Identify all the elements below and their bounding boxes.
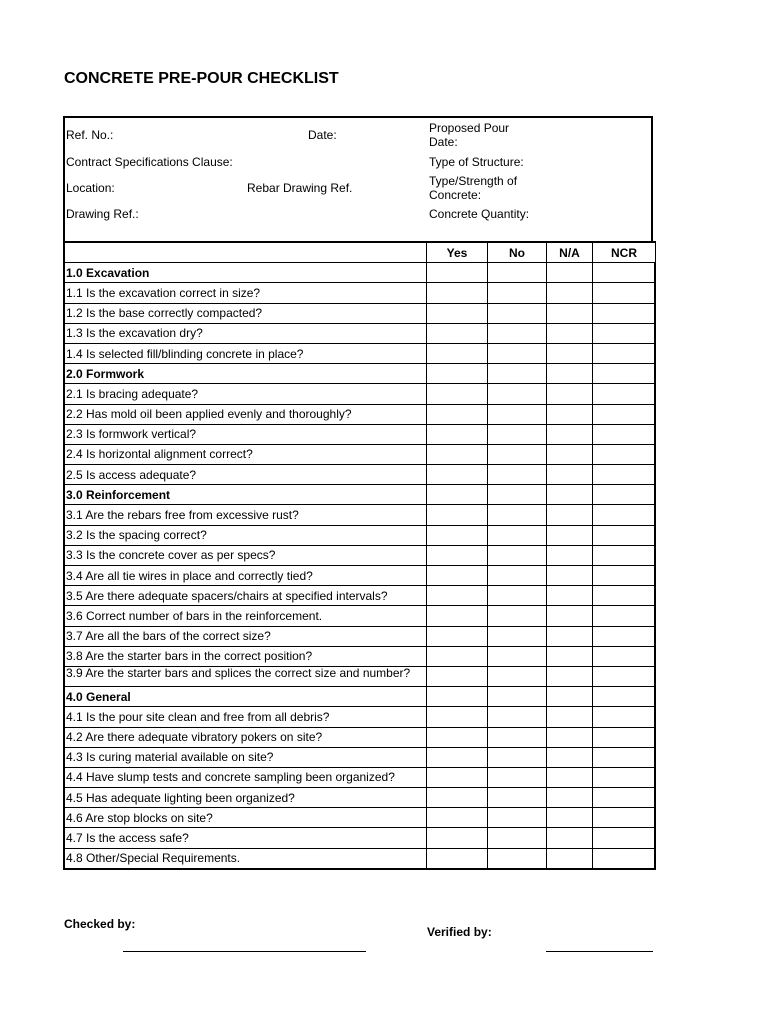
checklist-question: 4.4 Have slump tests and concrete sampling been organized? (64, 767, 426, 787)
check-cell-ncr[interactable] (592, 747, 655, 767)
check-cell-na[interactable] (546, 303, 592, 323)
check-cell-na[interactable] (546, 828, 592, 848)
check-cell-ncr[interactable] (592, 828, 655, 848)
check-cell-no[interactable] (487, 788, 546, 808)
verified-by-signature-line[interactable] (546, 951, 653, 952)
checklist-question: 4.3 Is curing material available on site? (64, 747, 426, 767)
section-heading: 4.0 General (64, 687, 426, 707)
table-row (64, 808, 655, 828)
check-cell-yes[interactable] (426, 767, 487, 787)
table-row (64, 323, 655, 343)
check-cell-no[interactable] (487, 767, 546, 787)
checklist-question: 4.1 Is the pour site clean and free from all debris? (64, 707, 426, 727)
check-cell-no[interactable] (487, 424, 546, 444)
check-cell-na[interactable] (546, 566, 592, 586)
check-cell-yes[interactable] (426, 626, 487, 646)
check-cell-na[interactable] (546, 808, 592, 828)
check-cell-yes[interactable] (426, 707, 487, 727)
check-cell-na[interactable] (546, 283, 592, 303)
check-cell-no[interactable] (487, 828, 546, 848)
section-heading: 2.0 Formwork (64, 364, 426, 384)
checklist-question: 1.2 Is the base correctly compacted? (64, 303, 426, 323)
checklist-question: 4.8 Other/Special Requirements. (64, 848, 426, 869)
check-cell-yes[interactable] (426, 828, 487, 848)
table-row (64, 606, 655, 626)
check-cell-na[interactable] (546, 848, 592, 869)
check-cell-yes[interactable] (426, 848, 487, 869)
check-cell-na[interactable] (546, 747, 592, 767)
contract-clause-label: Contract Specifications Clause: (66, 155, 233, 169)
check-cell-yes[interactable] (426, 666, 487, 686)
check-cell-no[interactable] (487, 687, 546, 707)
check-cell-ncr[interactable] (592, 343, 655, 363)
check-cell-no[interactable] (487, 444, 546, 464)
check-cell-na[interactable] (546, 323, 592, 343)
col-yes: Yes (426, 242, 487, 263)
check-cell-yes[interactable] (426, 727, 487, 747)
check-cell-ncr[interactable] (592, 666, 655, 686)
type-of-structure-label: Type of Structure: (429, 155, 524, 169)
check-cell-yes[interactable] (426, 747, 487, 767)
check-cell-na[interactable] (546, 384, 592, 404)
check-cell-na[interactable] (546, 424, 592, 444)
table-row (64, 828, 655, 848)
checklist-table (63, 241, 656, 870)
checklist-question: 3.6 Correct number of bars in the reinforcement. (64, 606, 426, 626)
checklist-question: 4.7 Is the access safe? (64, 828, 426, 848)
check-cell-na[interactable] (546, 263, 592, 283)
table-row (64, 566, 655, 586)
check-cell-na[interactable] (546, 626, 592, 646)
checklist-question: 4.6 Are stop blocks on site? (64, 808, 426, 828)
check-cell-no[interactable] (487, 384, 546, 404)
proposed-pour-date-label: Proposed Pour Date: (429, 121, 510, 149)
rebar-drawing-ref-label: Rebar Drawing Ref. (247, 181, 353, 195)
table-row (64, 485, 655, 505)
check-cell-no[interactable] (487, 465, 546, 485)
check-cell-na[interactable] (546, 343, 592, 363)
check-cell-yes[interactable] (426, 525, 487, 545)
table-row (64, 283, 655, 303)
table-row (64, 444, 655, 464)
check-cell-no[interactable] (487, 323, 546, 343)
check-cell-na[interactable] (546, 727, 592, 747)
check-cell-yes[interactable] (426, 283, 487, 303)
table-row (64, 384, 655, 404)
check-cell-ncr[interactable] (592, 444, 655, 464)
check-cell-yes[interactable] (426, 323, 487, 343)
col-ncr: NCR (592, 242, 655, 263)
check-cell-na[interactable] (546, 525, 592, 545)
check-cell-ncr[interactable] (592, 384, 655, 404)
check-cell-yes[interactable] (426, 424, 487, 444)
checklist-question: 3.5 Are there adequate spacers/chairs at specified intervals? (64, 586, 426, 606)
header-info-box (63, 116, 653, 241)
section-heading: 3.0 Reinforcement (64, 485, 426, 505)
table-row (64, 586, 655, 606)
table-row (64, 788, 655, 808)
check-cell-no[interactable] (487, 707, 546, 727)
checklist-question: 1.1 Is the excavation correct in size? (64, 283, 426, 303)
check-cell-ncr[interactable] (592, 404, 655, 424)
checklist-question: 2.2 Has mold oil been applied evenly and thoroughly? (64, 404, 426, 424)
checklist-question: 3.8 Are the starter bars in the correct position? (64, 646, 426, 666)
table-row (64, 687, 655, 707)
check-cell-no[interactable] (487, 666, 546, 686)
table-row (64, 767, 655, 787)
check-cell-na[interactable] (546, 444, 592, 464)
check-cell-yes[interactable] (426, 444, 487, 464)
check-cell-yes[interactable] (426, 687, 487, 707)
check-cell-no[interactable] (487, 485, 546, 505)
check-cell-na[interactable] (546, 646, 592, 666)
check-cell-ncr[interactable] (592, 525, 655, 545)
checklist-question: 2.3 Is formwork vertical? (64, 424, 426, 444)
check-cell-ncr[interactable] (592, 687, 655, 707)
check-cell-no[interactable] (487, 303, 546, 323)
check-cell-yes[interactable] (426, 404, 487, 424)
table-row (64, 848, 655, 869)
check-cell-yes[interactable] (426, 485, 487, 505)
checklist-question: 3.1 Are the rebars free from excessive rust? (64, 505, 426, 525)
check-cell-na[interactable] (546, 666, 592, 686)
table-row (64, 404, 655, 424)
check-cell-no[interactable] (487, 283, 546, 303)
check-cell-no[interactable] (487, 263, 546, 283)
check-cell-no[interactable] (487, 586, 546, 606)
check-cell-no[interactable] (487, 727, 546, 747)
ref-no-label: Ref. No.: (66, 128, 114, 142)
check-cell-na[interactable] (546, 606, 592, 626)
check-cell-no[interactable] (487, 566, 546, 586)
check-cell-na[interactable] (546, 788, 592, 808)
table-row (64, 303, 655, 323)
check-cell-ncr[interactable] (592, 808, 655, 828)
check-cell-na[interactable] (546, 767, 592, 787)
checklist-question: 3.7 Are all the bars of the correct size? (64, 626, 426, 646)
checklist-question: 1.3 Is the excavation dry? (64, 323, 426, 343)
check-cell-yes[interactable] (426, 646, 487, 666)
check-cell-no[interactable] (487, 606, 546, 626)
check-cell-ncr[interactable] (592, 727, 655, 747)
check-cell-no[interactable] (487, 545, 546, 565)
checklist-question: 3.9 Are the starter bars and splices the correct size and number? (64, 666, 426, 686)
col-na: N/A (546, 242, 592, 263)
checklist-question: 2.4 Is horizontal alignment correct? (64, 444, 426, 464)
check-cell-no[interactable] (487, 505, 546, 525)
checklist-question: 3.2 Is the spacing correct? (64, 525, 426, 545)
check-cell-ncr[interactable] (592, 626, 655, 646)
table-row (64, 505, 655, 525)
check-cell-ncr[interactable] (592, 283, 655, 303)
check-cell-yes[interactable] (426, 788, 487, 808)
page-title: CONCRETE PRE-POUR CHECKLIST (64, 70, 339, 87)
check-cell-no[interactable] (487, 626, 546, 646)
table-row (64, 747, 655, 767)
table-row (64, 707, 655, 727)
check-cell-no[interactable] (487, 646, 546, 666)
concrete-quantity-label: Concrete Quantity: (429, 207, 530, 221)
check-cell-na[interactable] (546, 586, 592, 606)
col-no: No (487, 242, 546, 263)
check-cell-na[interactable] (546, 707, 592, 727)
check-cell-yes[interactable] (426, 384, 487, 404)
check-cell-ncr[interactable] (592, 424, 655, 444)
check-cell-yes[interactable] (426, 263, 487, 283)
check-cell-yes[interactable] (426, 808, 487, 828)
check-cell-ncr[interactable] (592, 303, 655, 323)
check-cell-ncr[interactable] (592, 646, 655, 666)
check-cell-ncr[interactable] (592, 505, 655, 525)
check-cell-no[interactable] (487, 364, 546, 384)
check-cell-ncr[interactable] (592, 364, 655, 384)
check-cell-na[interactable] (546, 485, 592, 505)
table-row (64, 424, 655, 444)
check-cell-ncr[interactable] (592, 263, 655, 283)
check-cell-yes[interactable] (426, 566, 487, 586)
checklist-question: 2.5 Is access adequate? (64, 465, 426, 485)
check-cell-no[interactable] (487, 808, 546, 828)
checklist-question: 1.4 Is selected fill/blinding concrete in place? (64, 343, 426, 363)
check-cell-yes[interactable] (426, 343, 487, 363)
check-cell-ncr[interactable] (592, 848, 655, 869)
date-label: Date: (308, 128, 337, 142)
check-cell-ncr[interactable] (592, 606, 655, 626)
type-strength-label: Type/Strength of Concrete: (429, 174, 518, 202)
check-cell-na[interactable] (546, 505, 592, 525)
checklist-question: 2.1 Is bracing adequate? (64, 384, 426, 404)
check-cell-yes[interactable] (426, 545, 487, 565)
location-label: Location: (66, 181, 115, 195)
check-cell-yes[interactable] (426, 505, 487, 525)
check-cell-na[interactable] (546, 465, 592, 485)
checklist-question: 3.4 Are all tie wires in place and correctly tied? (64, 566, 426, 586)
check-cell-ncr[interactable] (592, 545, 655, 565)
check-cell-ncr[interactable] (592, 566, 655, 586)
check-cell-ncr[interactable] (592, 767, 655, 787)
table-row (64, 465, 655, 485)
checked-by-signature-line[interactable] (123, 951, 366, 952)
check-cell-na[interactable] (546, 364, 592, 384)
check-cell-yes[interactable] (426, 606, 487, 626)
check-cell-na[interactable] (546, 545, 592, 565)
checklist-question: 3.3 Is the concrete cover as per specs? (64, 545, 426, 565)
check-cell-ncr[interactable] (592, 485, 655, 505)
check-cell-yes[interactable] (426, 303, 487, 323)
table-row (64, 364, 655, 384)
check-cell-no[interactable] (487, 404, 546, 424)
check-cell-yes[interactable] (426, 364, 487, 384)
section-heading: 1.0 Excavation (64, 263, 426, 283)
check-cell-yes[interactable] (426, 586, 487, 606)
check-cell-na[interactable] (546, 404, 592, 424)
verified-by-label: Verified by: (427, 925, 492, 939)
header-blank-cell (64, 242, 426, 263)
table-row (64, 626, 655, 646)
check-cell-no[interactable] (487, 343, 546, 363)
table-row (64, 666, 655, 686)
check-cell-ncr[interactable] (592, 465, 655, 485)
checklist-question: 4.2 Are there adequate vibratory pokers on site? (64, 727, 426, 747)
drawing-ref-label: Drawing Ref.: (66, 207, 139, 221)
table-row (64, 545, 655, 565)
check-cell-ncr[interactable] (592, 323, 655, 343)
check-cell-ncr[interactable] (592, 586, 655, 606)
check-cell-ncr[interactable] (592, 707, 655, 727)
check-cell-no[interactable] (487, 848, 546, 869)
checked-by-label: Checked by: (64, 917, 136, 931)
check-cell-yes[interactable] (426, 465, 487, 485)
table-row (64, 727, 655, 747)
check-cell-no[interactable] (487, 525, 546, 545)
check-cell-no[interactable] (487, 747, 546, 767)
check-cell-ncr[interactable] (592, 788, 655, 808)
check-cell-na[interactable] (546, 687, 592, 707)
table-row (64, 646, 655, 666)
checklist-question: 4.5 Has adequate lighting been organized? (64, 788, 426, 808)
table-row (64, 263, 655, 283)
table-row (64, 343, 655, 363)
table-row (64, 525, 655, 545)
